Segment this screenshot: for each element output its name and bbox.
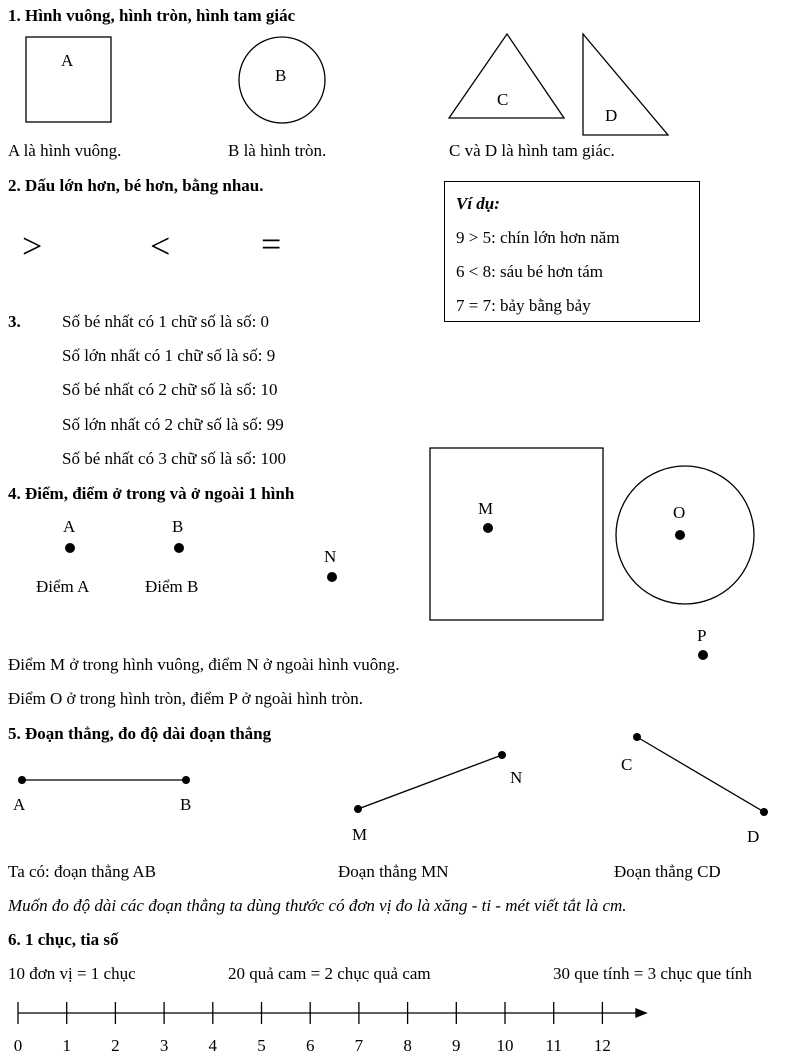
s3-line-3: Số bé nhất có 2 chữ số là số: 10 bbox=[62, 380, 278, 399]
caption-circle: B là hình tròn. bbox=[228, 141, 327, 160]
greater-sign: > bbox=[22, 226, 43, 266]
tick-label: 0 bbox=[13, 1036, 23, 1053]
tick-label: 10 bbox=[496, 1036, 514, 1053]
example-1: 9 > 5: chín lớn hơn năm bbox=[456, 228, 620, 247]
label-b: B bbox=[275, 66, 287, 85]
section-2-title: 2. Dấu lớn hơn, bé hơn, bằng nhau. bbox=[8, 176, 264, 195]
caption-point-b: Điểm B bbox=[145, 577, 199, 596]
fact-2: 20 quả cam = 2 chục quả cam bbox=[228, 964, 431, 983]
caption-cd: Đoạn thẳng CD bbox=[614, 862, 721, 881]
tick-label: 5 bbox=[257, 1036, 266, 1053]
seg-label-a: A bbox=[13, 795, 26, 814]
s3-line-4: Số lớn nhất có 2 chữ số là số: 99 bbox=[62, 415, 284, 434]
s4-line-2: Điểm O ở trong hình tròn, điểm P ở ngoài hình tròn. bbox=[8, 689, 363, 708]
fact-1: 10 đơn vị = 1 chục bbox=[8, 964, 136, 983]
example-2: 6 < 8: sáu bé hơn tám bbox=[456, 262, 603, 281]
tick-label: 12 bbox=[593, 1036, 611, 1053]
caption-point-a: Điểm A bbox=[36, 577, 90, 596]
number-line-ticks bbox=[14, 1002, 611, 1053]
section-1-title: 1. Hình vuông, hình tròn, hình tam giác bbox=[8, 6, 296, 25]
point-p bbox=[698, 650, 708, 660]
point-n bbox=[327, 572, 337, 582]
s3-line-5: Số bé nhất có 3 chữ số là số: 100 bbox=[62, 449, 287, 468]
caption-mn: Đoạn thẳng MN bbox=[338, 862, 449, 881]
segment-cd bbox=[637, 737, 764, 812]
seg-point-c bbox=[633, 733, 641, 741]
s3-line-1: Số bé nhất có 1 chữ số là số: 0 bbox=[62, 312, 270, 331]
pt-label-p: P bbox=[697, 626, 707, 645]
s3-line-2: Số lớn nhất có 1 chữ số là số: 9 bbox=[62, 346, 276, 365]
equal-sign: = bbox=[261, 224, 282, 264]
seg-point-n bbox=[498, 751, 506, 759]
tick-label: 11 bbox=[545, 1036, 562, 1053]
tick-label: 2 bbox=[111, 1036, 120, 1053]
tick-label: 9 bbox=[452, 1036, 461, 1053]
seg-label-c: C bbox=[621, 755, 633, 774]
example-3: 7 = 7: bảy bằng bảy bbox=[456, 296, 591, 315]
tick-label: 3 bbox=[159, 1036, 169, 1053]
tick-label: 8 bbox=[403, 1036, 412, 1053]
seg-point-a bbox=[18, 776, 26, 784]
label-a: A bbox=[61, 51, 74, 70]
caption-ab: Ta có: đoạn thẳng AB bbox=[8, 862, 157, 881]
pt-label-m: M bbox=[478, 499, 494, 518]
s4-line-1: Điểm M ở trong hình vuông, điểm N ở ngoài hình vuông. bbox=[8, 655, 400, 674]
seg-label-d: D bbox=[747, 827, 760, 846]
tick-label: 1 bbox=[62, 1036, 71, 1053]
seg-label-m: M bbox=[352, 825, 368, 844]
square-shape bbox=[26, 37, 111, 122]
section-3-number: 3. bbox=[8, 312, 21, 331]
seg-point-d bbox=[760, 808, 768, 816]
number-line-arrow bbox=[636, 1009, 646, 1017]
measure-note: Muốn đo độ dài các đoạn thẳng ta dùng thước có đơn vị đo là xăng - ti - mét viết tắt là cm. bbox=[8, 896, 627, 915]
section-4-title: 4. Điểm, điểm ở trong và ở ngoài 1 hình bbox=[8, 484, 295, 503]
triangle-d-shape bbox=[583, 34, 668, 135]
section-6-title: 6. 1 chục, tia số bbox=[8, 930, 119, 949]
pt-label-b: B bbox=[172, 517, 184, 536]
pt-label-a: A bbox=[63, 517, 76, 536]
pt-label-n: N bbox=[324, 547, 337, 566]
tick-label: 7 bbox=[354, 1036, 364, 1053]
seg-point-b bbox=[182, 776, 190, 784]
seg-label-b: B bbox=[180, 795, 192, 814]
tick-label: 4 bbox=[208, 1036, 218, 1053]
less-sign: < bbox=[150, 226, 171, 266]
section-5-title: 5. Đoạn thẳng, đo độ dài đoạn thẳng bbox=[8, 724, 272, 743]
caption-triangles: C và D là hình tam giác. bbox=[449, 141, 615, 160]
label-d: D bbox=[605, 106, 618, 125]
point-m bbox=[483, 523, 493, 533]
fact-3: 30 que tính = 3 chục que tính bbox=[553, 964, 752, 983]
label-c: C bbox=[497, 90, 509, 109]
point-a bbox=[65, 543, 75, 553]
point-o bbox=[675, 530, 685, 540]
seg-point-m bbox=[354, 805, 362, 813]
caption-square: A là hình vuông. bbox=[8, 141, 122, 160]
square-mn bbox=[430, 448, 603, 620]
example-title: Ví dụ: bbox=[456, 194, 500, 213]
point-b bbox=[174, 543, 184, 553]
pt-label-o: O bbox=[673, 503, 686, 522]
seg-label-n: N bbox=[510, 768, 523, 787]
segment-mn bbox=[358, 755, 502, 809]
tick-label: 6 bbox=[305, 1036, 315, 1053]
